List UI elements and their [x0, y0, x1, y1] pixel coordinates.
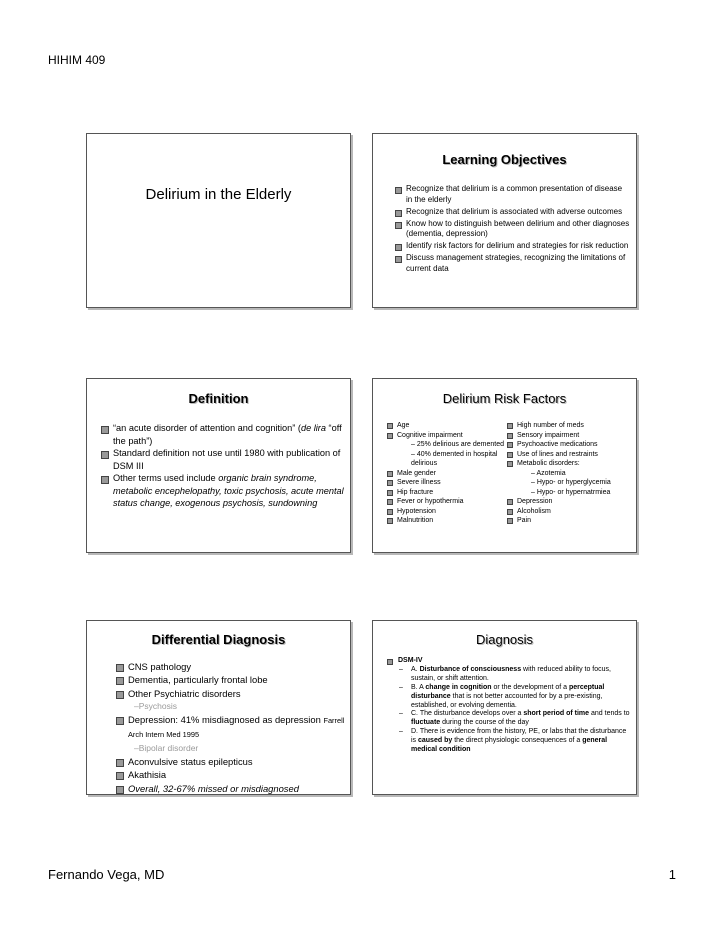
list-item: Discuss management strategies, recognizing the limitations of current data — [395, 253, 630, 274]
criterion-key: Disturbance of consciousness — [419, 665, 522, 673]
page-header: HIHIM 409 — [48, 53, 106, 67]
list-item: Sensory impairment — [507, 431, 632, 441]
slide-heading: Diagnosis — [475, 632, 534, 647]
list-subitem: – B. A change in cognition or the development of a perceptual disturbance that is not better accounted for by a pre-existing, established, or evolving dementia. — [399, 683, 605, 709]
criterion-text: and tends to — [589, 710, 630, 718]
criterion-label: A. — [411, 665, 420, 673]
criterion-key: short period of time — [523, 710, 590, 718]
list-subitem: – D. There is evidence from the history, PE, or labs that the disturbance is caused by the direct physiologic consequences of a general medical condition — [399, 728, 627, 754]
list-item: Cognitive impairment — [387, 431, 507, 441]
list-item: CNS pathology — [116, 660, 346, 673]
slide-risk-factors — [372, 378, 637, 553]
criterion-text: the direct physiologic consequences of a — [452, 737, 583, 745]
criterion-key: caused by — [418, 737, 453, 745]
list-item — [101, 472, 346, 510]
list-item: Male gender — [387, 469, 507, 479]
list-item — [116, 713, 346, 742]
other-terms-list: organic brain syndrome, metabolic encephelopathy, toxic psychosis, acute mental status change, exogenous psychosis, sundowning — [113, 473, 344, 508]
list-subitem: – C. The disturbance develops over a short period of time and tends to fluctuate during the course of the day — [399, 710, 630, 727]
list-item: Severe illness — [387, 478, 507, 488]
list-item — [116, 782, 346, 795]
differential-list — [116, 660, 346, 795]
slide-title — [86, 133, 351, 308]
list-item: Standard definition not use until 1980 with publication of DSM III — [101, 447, 346, 472]
criterion-text: during the course of the day — [440, 719, 529, 727]
list-item: Aconvulsive status epilepticus — [116, 755, 346, 768]
list-item — [387, 657, 632, 666]
slide-heading: Learning Objectives — [442, 152, 567, 167]
criterion-label: B. A — [411, 683, 426, 691]
list-item: Depression — [507, 497, 632, 507]
page-footer-author: Fernando Vega, MD — [48, 867, 165, 882]
criterion-text: with reduced ability to focus, sustain, or shift attention. — [411, 665, 611, 682]
criterion-key: change in cognition — [425, 683, 492, 691]
slide-heading: Differential Diagnosis — [151, 632, 286, 647]
list-item: Know how to distinguish between delirium and other diagnoses (dementia, depression) — [395, 219, 630, 240]
risk-factors-left — [387, 421, 507, 526]
criterion-text: that is not better accounted for by a pre-existing, established, or evolving dementia. — [411, 692, 603, 709]
slide-learning-objectives — [372, 133, 637, 308]
objectives-list — [395, 184, 630, 276]
list-item: Hypotension — [387, 507, 507, 517]
criterion-key: fluctuate — [411, 719, 441, 727]
criterion-label: C. The disturbance develops over a — [411, 710, 524, 718]
slide-diagnosis — [372, 620, 637, 795]
definition-list — [101, 422, 346, 510]
other-terms-lead: Other terms used include — [113, 473, 219, 483]
list-item: Alcoholism — [507, 507, 632, 517]
list-subitem: – A. Disturbance of consciousness with reduced ability to focus, sustain, or shift attention. — [399, 665, 611, 682]
list-item: Recognize that delirium is associated with adverse outcomes — [395, 207, 630, 218]
list-subitem: – Hypo- or hypernatrmiea — [531, 488, 611, 496]
quote-text: “an acute disorder of attention and cognition” ( — [113, 423, 301, 433]
list-item: Recognize that delirium is a common presentation of disease in the elderly — [395, 184, 630, 205]
list-item: Hip fracture — [387, 488, 507, 498]
list-item: Malnutrition — [387, 516, 507, 526]
list-subitem: – Hypo- or hyperglycemia — [531, 479, 611, 486]
list-item: Age — [387, 421, 507, 431]
list-item — [101, 422, 346, 447]
list-item: Fever or hypothermia — [387, 497, 507, 507]
slide-differential-diagnosis — [86, 620, 351, 795]
list-item: Akathisia — [116, 768, 346, 781]
list-subitem: –Bipolar disorder — [134, 742, 199, 753]
criterion-text: or the development of a — [491, 683, 569, 691]
criterion-label: D. There is evidence from the history, PE, or labs that the disturbance is — [411, 728, 627, 745]
list-subitem: – 25% delirious are demented — [411, 441, 505, 448]
list-item: High number of meds — [507, 421, 632, 431]
quote-term: de lira — [300, 423, 326, 433]
criterion-key: perceptual disturbance — [411, 683, 605, 700]
page-number: 1 — [668, 867, 676, 882]
list-subitem: –Psychosis — [134, 700, 177, 711]
overall-text: Overall, 32-67% missed or misdiagnosed — [128, 782, 299, 794]
list-item: Psychoactive medications — [507, 440, 632, 450]
list-item: Use of lines and restraints — [507, 450, 632, 460]
slide-heading: Definition — [188, 391, 249, 406]
list-item: Metabolic disorders: — [507, 459, 632, 469]
criterion-key: general medical condition — [411, 737, 608, 754]
slide-heading: Delirium Risk Factors — [442, 391, 567, 406]
depression-text: Depression: 41% misdiagnosed as depression — [128, 714, 321, 726]
list-item: Dementia, particularly frontal lobe — [116, 673, 346, 686]
list-item: Identify risk factors for delirium and strategies for risk reduction — [395, 241, 630, 252]
risk-factors-right — [507, 421, 632, 526]
diagnosis-list — [387, 657, 632, 755]
quote-gloss: “off the path”) — [113, 423, 342, 446]
list-item: Pain — [507, 516, 632, 526]
dsm-label: DSM-IV — [398, 657, 423, 664]
list-item: Other Psychiatric disorders — [116, 687, 346, 700]
slide-title-text: Delirium in the Elderly — [145, 186, 292, 203]
list-subitem: – Azotemia — [531, 469, 566, 477]
list-subitem: – 40% demented in hospital delirious — [411, 450, 498, 467]
citation: Farrell Arch Intern Med 1995 — [128, 716, 345, 740]
slide-definition — [86, 378, 351, 553]
